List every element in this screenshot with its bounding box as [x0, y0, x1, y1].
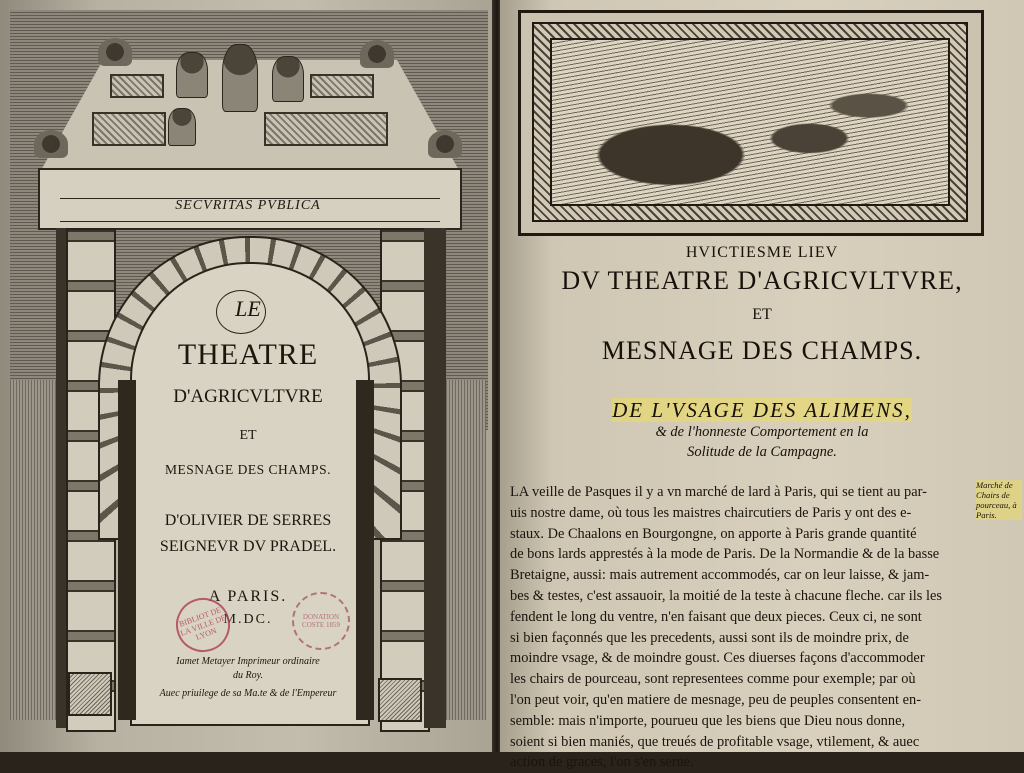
book-subtitle-heading: MESNAGE DES CHAMPS. [601, 336, 923, 365]
margin-note: Marché de Chairs de pourceau, à Paris. [976, 480, 1022, 520]
body-line: de bons lards apprestés à la mode de Paris. De la Normandie & de la basse [510, 546, 940, 563]
library-stamp: BIBLIOT DE LA VILLE DE LYON [168, 590, 237, 659]
body-line: si bien façonnés que les precedents, aussi sont ils de moindre prix, de [510, 629, 909, 646]
printer-line-2: du Roy. [233, 670, 263, 681]
section-title [500, 398, 1024, 423]
vase-icon [360, 40, 394, 68]
body-line: moindre vsage, & de moindre goust. Ces diuerses façons d'accommoder [510, 650, 925, 667]
title-page [0, 0, 494, 752]
parterre-tile [310, 74, 374, 98]
imprint-year: M.DC. [223, 612, 273, 627]
pillar-vignette [68, 672, 112, 716]
printer-line-1: Iamet Metayer Imprimeur ordinaire [176, 656, 320, 667]
section-subtitle-1: & de l'honneste Comportement en la [655, 424, 869, 440]
statue [272, 56, 304, 102]
hunting-scene-engraving [550, 38, 950, 206]
body-paragraph [510, 482, 970, 773]
vase-icon [34, 130, 68, 158]
body-line: semble: mais n'importe, pourueu que les biens que Dieu nous donne, [510, 712, 906, 729]
body-line: les chairs de pourceau, sont representees comme pour exemple; par où [510, 671, 916, 688]
pillar-shadow [424, 228, 446, 728]
body-line: soient si bien maniés, que treués de profitable vsage, vtilement, & auec [510, 733, 920, 750]
vase-icon [98, 38, 132, 66]
title-line-3: ET [239, 428, 257, 443]
body-line: uis nostre dame, où tous les maistres chaircutiers de Paris y ont des e- [510, 504, 912, 521]
pillar-vignette [378, 678, 422, 722]
title-initial: LE [235, 296, 261, 321]
body-line: bes & testes, c'est assauoir, la moitié de la teste à chacune fleche. car ils les [510, 587, 942, 604]
body-line: fendent le long du ventre, n'en faisant que deux pieces. Ceux ci, ne sont [510, 608, 922, 625]
parterre-tile [92, 112, 166, 146]
body-line: LA veille de Pasques il y a vn marché de lard à Paris, qui se tient au par- [510, 484, 927, 500]
section-title-text: DE L'VSAGE DES ALIMENS, [612, 398, 912, 422]
title-line-4: MESNAGE DES CHAMPS. [165, 462, 331, 477]
body-line: Bretaigne, aussi: mais autrement accommodés, car on leur laisse, & jam- [510, 567, 930, 584]
donation-stamp: DONATION COSTE 1859 [292, 592, 350, 650]
body-line: action de graces, l'on s'en serue. [510, 754, 694, 771]
title-line-1: THEATRE [177, 338, 319, 371]
privilege-line: Auec priuilege de sa Ma.te & de l'Empereur [159, 688, 337, 699]
parterre-tile [110, 74, 164, 98]
imprint-place: A PARIS. [208, 588, 288, 605]
author-line-2: SEIGNEVR DV PRADEL. [159, 538, 337, 555]
book-title-et: ET [752, 306, 772, 323]
body-line: staux. De Chaalons en Bourgongne, on apporte à Paris grande quantité [510, 525, 917, 542]
statue [222, 44, 258, 112]
author-line-1: D'OLIVIER DE SERRES [164, 512, 332, 529]
vase-icon [428, 130, 462, 158]
statue [176, 52, 208, 98]
title-line-2: D'AGRICVLTVRE [173, 386, 323, 407]
book-title-heading: DV THEATRE D'AGRICVLTVRE, [561, 266, 963, 295]
section-subtitle-2: Solitude de la Campagne. [687, 444, 837, 460]
statue [168, 108, 196, 146]
book-number-heading: HVICTIESME LIEV [685, 244, 839, 261]
body-line: l'on peut voir, qu'en matiere de mesnage, peu de peuples consentent en- [510, 691, 922, 708]
frieze-inscription: SECVRITAS PVBLICA [175, 198, 321, 213]
parterre-tile [264, 112, 388, 146]
